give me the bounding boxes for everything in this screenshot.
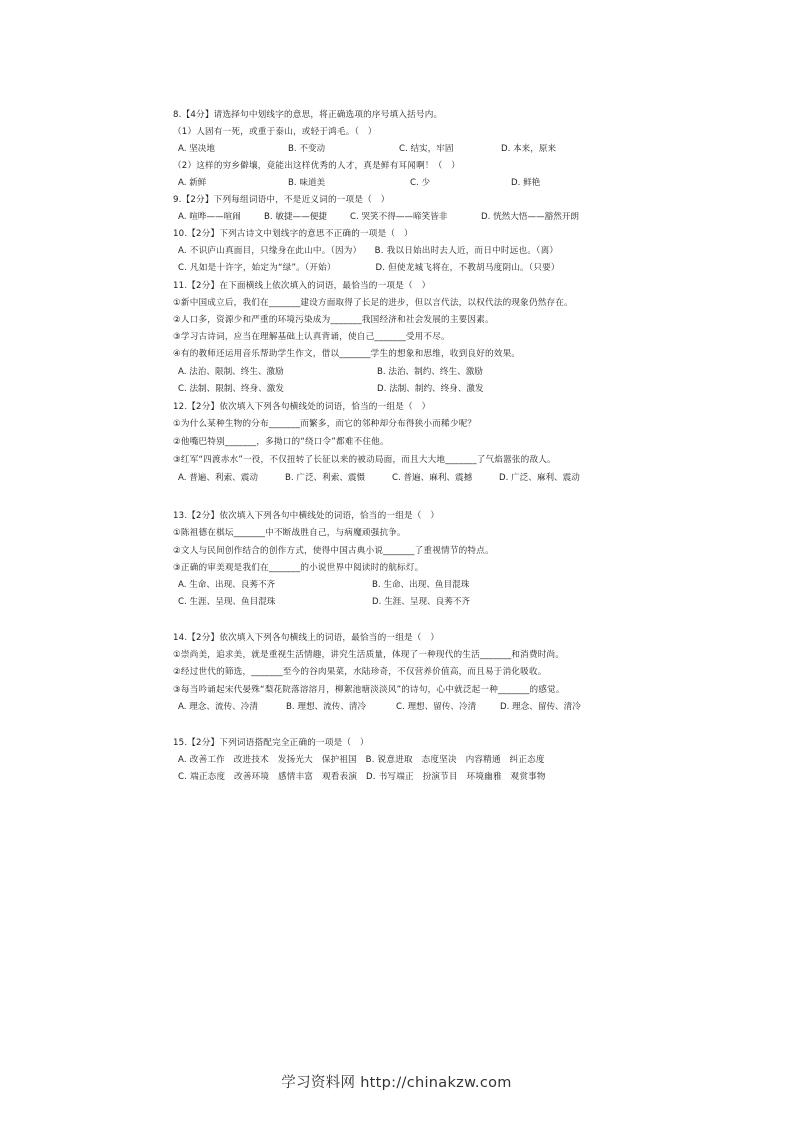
q13-option-c: C. 生涯、呈现、鱼目混珠 <box>178 597 276 607</box>
q14-item-2: ②经过世代的筛选，_______至今的谷肉果菜，水陆珍奇，不仅营养价值高，而且易于消化吸收。 <box>173 667 547 677</box>
q10-options-line-1: A. 不识庐山真面目，只缘身在此山中。（因为） B. 我以日始出时去人近，而日中时远也。（离） <box>178 246 559 256</box>
q9-option-b: B. 敏捷——便捷 <box>264 212 327 222</box>
q14-option-a: A. 理念、流传、冷清 <box>178 702 258 712</box>
q12-item-1: ①为什么某种生物的分布_______而繁多，而它的邻种却分布得狭小而稀少呢？ <box>173 419 477 429</box>
q8-s1-option-a: A. 坚决地 <box>178 144 215 154</box>
q8-s2-option-a: A. 新鲜 <box>178 178 207 188</box>
q8-s1-option-c: C. 结实，牢固 <box>399 144 454 154</box>
q8-s2-option-b: B. 味道美 <box>288 178 326 188</box>
q14-header: 14.【2分】依次填入下列各句横线上的词语，最恰当的一组是（ ） <box>173 633 440 643</box>
q11-item-2: ②人口多，资源少和严重的环境污染成为_______我国经济和社会发展的主要因素。 <box>173 315 494 325</box>
q8-header: 8.【4分】请选择句中划线字的意思，将正确选项的序号填入括号内。 <box>173 110 443 120</box>
q9-option-a: A. 喧哗——喧闹 <box>178 212 241 222</box>
q12-option-d: D. 广泛、麻利、震动 <box>499 473 580 483</box>
q14-item-1: ①崇尚美，追求美，就是重视生活情趣，讲究生活质量，体现了一种现代的生活_______和消费时尚。 <box>173 650 565 660</box>
q8-s2-option-c: C. 少 <box>410 178 431 188</box>
q13-option-d: D. 生涯、呈现、良莠不齐 <box>372 597 471 607</box>
q12-option-a: A. 普遍、利索、震动 <box>178 473 258 483</box>
q12-item-2: ②他嘴巴特别_______，多拗口的“绕口令”都难不住他。 <box>173 437 389 447</box>
q8-sentence-2: （2）这样的穷乡僻壤，竟能出这样优秀的人才，真是鲜有耳闻啊！（ ） <box>173 161 461 171</box>
q15-header: 15.【2分】下列词语搭配完全正确的一项是（ ） <box>173 738 369 748</box>
footer-watermark: 学习资料网 http://chinakzw.com <box>281 1075 512 1091</box>
q13-header: 13.【2分】依次填入下列各句中横线处的词语，恰当的一组是（ ） <box>173 511 440 521</box>
q8-s1-option-b: B. 不变动 <box>288 144 326 154</box>
q13-option-a: A. 生命、出现、良莠不齐 <box>178 580 276 590</box>
q12-item-3: ③红军“四渡赤水”一役，不仅扭转了长征以来的被动局面，而且大大地_______了气焰嚣张的敌人。 <box>173 455 556 465</box>
q11-option-d: D. 法制、制约、终身、激发 <box>377 384 484 394</box>
q9-option-c: C. 哭笑不得——啼笑皆非 <box>350 212 448 222</box>
q14-option-c: C. 理想、留传、冷清 <box>396 702 477 712</box>
q11-option-c: C. 法制、限制、终身、激发 <box>178 384 284 394</box>
q12-option-b: B. 广泛、利索、震慑 <box>285 473 366 483</box>
q14-item-3: ③每当吟诵起宋代晏殊“梨花院落溶溶月，柳絮池塘淡淡风”的诗句，心中就泛起一种_______的感觉。 <box>173 685 565 695</box>
q9-header: 9.【2分】下列每组词语中，不是近义词的一项是（ ） <box>173 195 390 205</box>
q8-s2-option-d: D. 鲜艳 <box>511 178 541 188</box>
q14-option-b: B. 理想、流传、清冷 <box>286 702 367 712</box>
q11-option-a: A. 法治、限制、终生、激励 <box>178 367 284 377</box>
q8-s1-option-d: D. 本来，原来 <box>501 144 557 154</box>
q13-item-3: ③正确的审美观是我们在_______的小说世界中阅读时的航标灯。 <box>173 563 424 573</box>
q11-item-4: ④有的教师还运用音乐帮助学生作文，借以_______学生的想象和思维，收到良好的效果。 <box>173 349 521 359</box>
q13-item-1: ①陈祖德在棋坛_______中不断战胜自己，与病魔顽强抗争。 <box>173 528 406 538</box>
q15-options-line-2: C. 端正态度 改善环境 感情丰富 观看表演 D. 书写端正 扮演节目 环境幽雅 观赏事物 <box>178 772 546 782</box>
q11-item-3: ③学习古诗词，应当在理解基础上认真背诵，使自己_______受用不尽。 <box>173 332 450 342</box>
q14-option-d: D. 理念、留传、清冷 <box>500 702 581 712</box>
q12-option-c: C. 普遍、麻利、震撼 <box>392 473 473 483</box>
q8-sentence-1: （1）人固有一死，或重于泰山，或轻于鸿毛。（ ） <box>173 127 377 137</box>
q10-header: 10.【2分】下列古诗文中划线字的意思不正确的一项是（ ） <box>173 229 413 239</box>
q13-option-b: B. 生命、出现、鱼目混珠 <box>372 580 470 590</box>
q9-option-d: D. 恍然大悟——豁然开朗 <box>481 212 580 222</box>
q11-option-b: B. 法治、制约、终生、激励 <box>377 367 483 377</box>
q11-header: 11.【2分】在下面横线上依次填入的词语，最恰当的一项是（ ） <box>173 281 431 291</box>
q11-item-1: ①新中国成立后，我们在_______建设方面取得了长足的进步，但以言代法，以权代法的现象仍然存在。 <box>173 298 573 308</box>
q12-header: 12.【2分】依次填入下列各句横线处的词语，恰当的一组是（ ） <box>173 402 431 412</box>
q10-options-line-2: C. 凡如是十许字，始定为“绿”。（开始） D. 但使龙城飞将在，不教胡马度阴山。（只要） <box>178 263 560 273</box>
q13-item-2: ②文人与民间创作结合的创作方式，使得中国古典小说_______了重视情节的特点。 <box>173 546 494 556</box>
q15-options-line-1: A. 改善工作 改进技术 发扬光大 保护祖国 B. 锐意进取 态度坚决 内容精通 纠正态度 <box>178 755 545 765</box>
